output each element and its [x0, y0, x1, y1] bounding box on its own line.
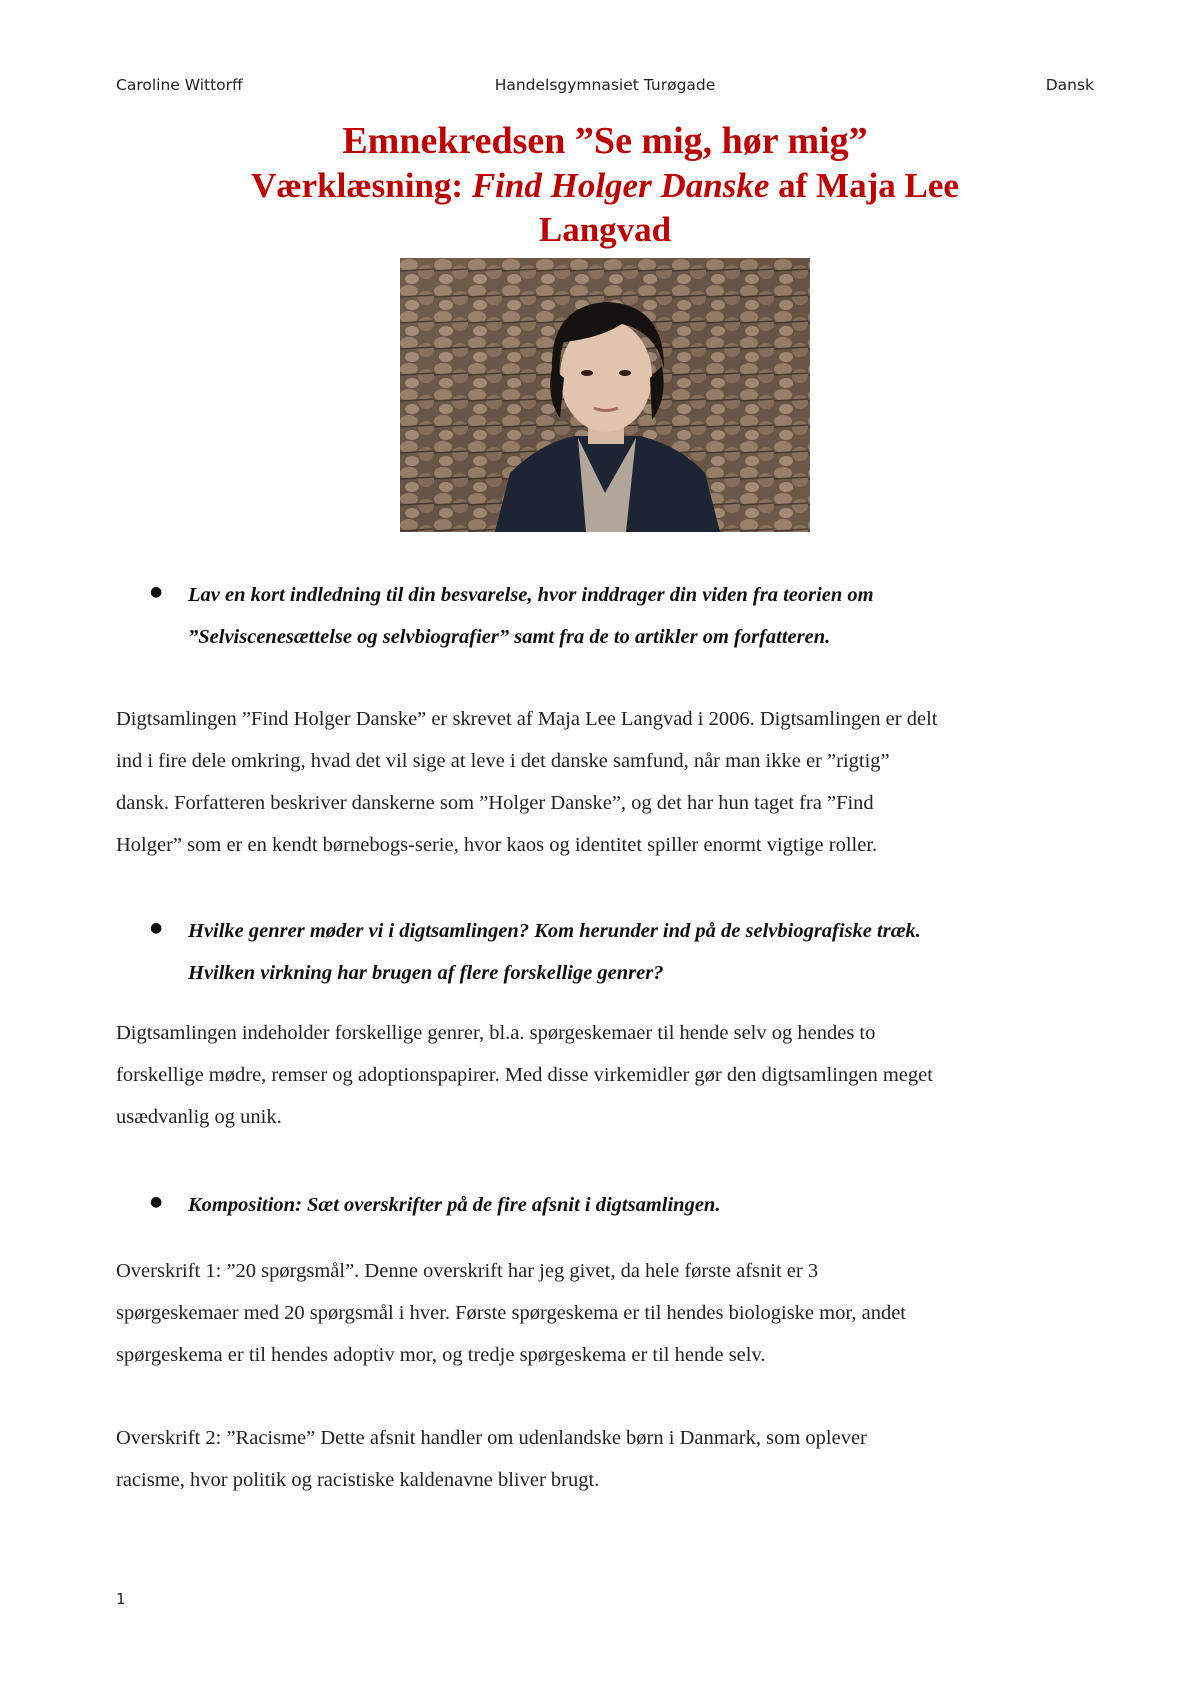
question-2-line-2: Hvilken virkning har brugen af flere forskellige genrer?	[188, 962, 664, 984]
question-3-line-1: Komposition: Sæt overskrifter på de fire afsnit i digtsamlingen.	[188, 1194, 721, 1216]
question-3	[188, 1184, 1088, 1226]
answer-1-line-2: ind i fire dele omkring, hvad det vil sige at leve i det danske samfund, når man ikke er ”rigtig”	[116, 750, 890, 772]
answer-3-line-3: spørgeskema er til hendes adoptiv mor, og tredje spørgeskema er til hende selv.	[116, 1344, 766, 1366]
title-book-name: Find Holger Danske	[471, 166, 770, 205]
bullet-icon: ●	[150, 1194, 163, 1210]
answer-3	[116, 1250, 1098, 1376]
answer-3-line-2: spørgeskemaer med 20 spørgsmål i hver. Første spørgeskema er til hendes biologiske mor, andet	[116, 1302, 906, 1324]
question-1	[188, 574, 1088, 658]
answer-2	[116, 1012, 1098, 1138]
page-number: 1	[116, 1590, 126, 1608]
header-subject: Dansk	[1045, 76, 1094, 94]
answer-2-line-3: usædvanlig og unik.	[116, 1106, 282, 1128]
document-title	[116, 118, 1094, 252]
answer-1-line-1: Digtsamlingen ”Find Holger Danske” er skrevet af Maja Lee Langvad i 2006. Digtsamlingen er delt	[116, 708, 938, 730]
bullet-icon: ●	[150, 584, 163, 600]
answer-3b-line-2: racisme, hvor politik og racistiske kaldenavne bliver brugt.	[116, 1469, 600, 1491]
question-1-line-2: ”Selviscenesættelse og selvbiografier” samt fra de to artikler om forfatteren.	[188, 626, 831, 648]
header-school: Handelsgymnasiet Turøgade	[494, 76, 716, 94]
answer-2-line-1: Digtsamlingen indeholder forskellige genrer, bl.a. spørgeskemaer til hende selv og hendes to	[116, 1022, 876, 1044]
title-line-3: Langvad	[538, 210, 672, 249]
answer-2-line-2: forskellige mødre, remser og adoptionspapirer. Med disse virkemidler gør den digtsamlingen meget	[116, 1064, 933, 1086]
question-1-line-1: Lav en kort indledning til din besvarelse, hvor inddrager din viden fra teorien om	[188, 584, 874, 606]
header-author: Caroline Wittorff	[116, 76, 243, 94]
question-2-line-1: Hvilke genrer møder vi i digtsamlingen? Kom herunder ind på de selvbiografiske træk.	[188, 920, 921, 942]
answer-1	[116, 698, 1098, 866]
bullet-icon: ●	[150, 920, 163, 936]
question-2	[188, 910, 1088, 994]
answer-1-line-4: Holger” som er en kendt børnebogs-serie, hvor kaos og identitet spiller enormt vigtige roller.	[116, 834, 878, 856]
title-prefix: Værklæsning:	[251, 166, 472, 205]
answer-3b-line-1: Overskrift 2: ”Racisme” Dette afsnit handler om udenlandske børn i Danmark, som oplever	[116, 1427, 867, 1449]
answer-1-line-3: dansk. Forfatteren beskriver danskerne som ”Holger Danske”, og det har hun taget fra ”Find	[116, 792, 874, 814]
page-header	[116, 76, 1094, 100]
title-line-1: Emnekredsen ”Se mig, hør mig”	[342, 120, 868, 162]
author-portrait-photo	[400, 258, 810, 532]
title-line-2	[116, 164, 1094, 208]
answer-3b	[116, 1417, 1098, 1501]
title-suffix: af Maja Lee	[769, 166, 959, 205]
answer-3-line-1: Overskrift 1: ”20 spørgsmål”. Denne overskrift har jeg givet, da hele første afsnit er 3	[116, 1260, 819, 1282]
